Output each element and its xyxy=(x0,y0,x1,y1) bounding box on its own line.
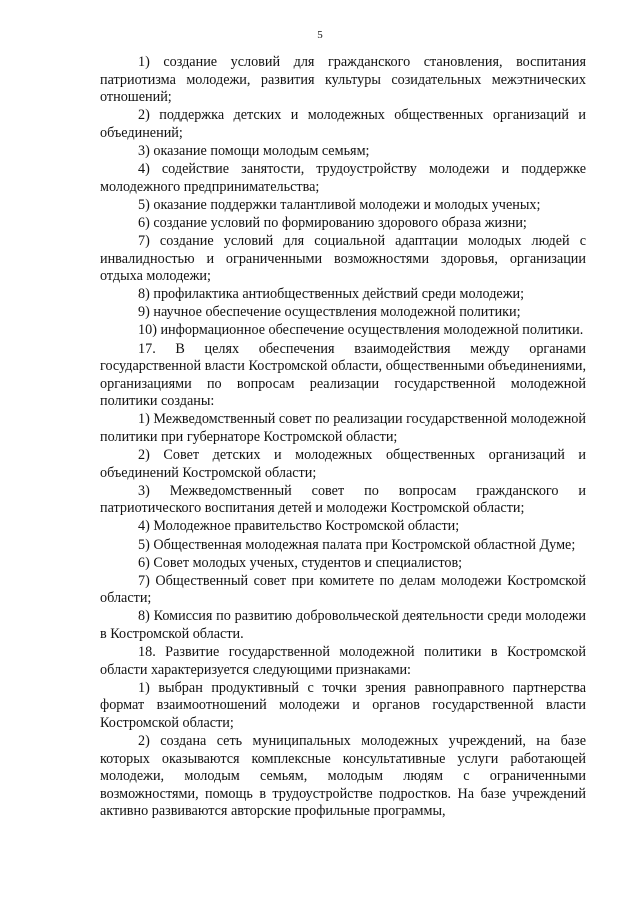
paragraph: 3) Межведомственный совет по вопросам гражданского и патриотического воспитания детей и молодежи Костромской области; xyxy=(100,482,586,517)
paragraph: 4) содействие занятости, трудоустройству молодежи и поддержке молодежного предпринимательства; xyxy=(100,161,586,195)
paragraph: 7) Общественный совет при комитете по делам молодежи Костромской области; xyxy=(100,572,586,607)
page-number: 5 xyxy=(317,29,323,41)
paragraph: 5) оказание поддержки талантливой молодежи и молодых ученых; xyxy=(138,196,541,213)
paragraph: 10) информационное обеспечение осуществления молодежной политики. xyxy=(138,322,584,339)
paragraph: 17. В целях обеспечения взаимодействия между органами государственной власти Костромской области, общественными объединениями, организациями по вопросам реализации государственной молодежной политики созданы: xyxy=(100,340,586,410)
paragraph: 2) создана сеть муниципальных молодежных учреждений, на базе которых оказываются комплексные консультативные услуги работающей молодежи, молодым семьям, молодым людям с ограниченными возможностями, помощь в трудоустройстве подростков. На базе учреждений активно развиваются авторские профильные программы, xyxy=(100,733,586,820)
paragraph: 5) Общественная молодежная палата при Костромской областной Думе; xyxy=(138,536,576,553)
paragraph: 2) поддержка детских и молодежных общественных организаций и объединений; xyxy=(100,107,586,141)
paragraph: 6) Совет молодых ученых, студентов и специалистов; xyxy=(138,554,463,571)
paragraph: 4) Молодежное правительство Костромской области; xyxy=(138,518,460,535)
paragraph: 3) оказание помощи молодым семьям; xyxy=(138,142,370,159)
paragraph: 8) профилактика антиобщественных действий среди молодежи; xyxy=(138,286,525,303)
document-body xyxy=(100,54,586,822)
paragraph: 7) создание условий для социальной адаптации молодых людей с инвалидностью и ограниченными возможностями здоровья, организации отдыха молодежи; xyxy=(100,232,586,285)
paragraph: 8) Комиссия по развитию добровольческой деятельности среди молодежи в Костромской области. xyxy=(100,608,586,642)
paragraph: 1) создание условий для гражданского становления, воспитания патриотизма молодежи, развития культуры созидательных межэтнических отношений; xyxy=(100,54,586,106)
paragraph: 9) научное обеспечение осуществления молодежной политики; xyxy=(138,304,521,321)
paragraph: 1) выбран продуктивный с точки зрения равноправного партнерства формат взаимоотношений молодежи и органов государственной власти Костромской области; xyxy=(100,679,586,731)
paragraph: 18. Развитие государственной молодежной политики в Костромской области характеризуется следующими признаками: xyxy=(100,644,586,678)
paragraph: 6) создание условий по формированию здорового образа жизни; xyxy=(138,214,527,231)
paragraph: 2) Совет детских и молодежных общественных организаций и объединений Костромской области; xyxy=(100,447,586,481)
paragraph: 1) Межведомственный совет по реализации государственной молодежной политики при губернаторе Костромской области; xyxy=(100,411,586,445)
